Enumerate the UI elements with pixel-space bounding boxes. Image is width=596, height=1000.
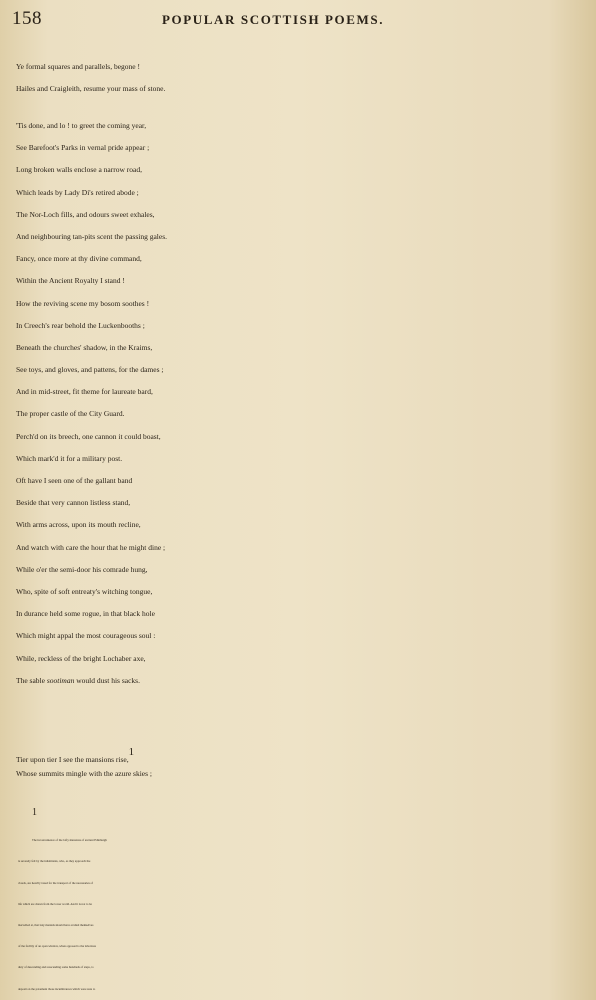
poem-line: While o'er the semi-door his comrade hung, bbox=[16, 564, 148, 574]
footnote-line: deposit on the pavement those incumbrances which were sure to bbox=[18, 986, 96, 991]
poem-line: In Creech's rear behold the Luckenbooths ; bbox=[16, 320, 145, 330]
poem-line: Which might appal the most courageous soul : bbox=[16, 631, 156, 641]
stanza-1 bbox=[16, 56, 588, 100]
poem-line: Oft have I seen one of the gallant band bbox=[16, 476, 133, 485]
stanza-2 bbox=[16, 115, 588, 692]
poem-line: With arms across, upon its mouth recline, bbox=[16, 520, 141, 530]
footnote bbox=[18, 802, 580, 1000]
footnote-line: of the facility of an open window, when opposed to the laborious bbox=[18, 944, 96, 949]
footnote-line: is severely felt by the inhabitants, who, as they approach the bbox=[18, 859, 91, 864]
poem-line-sootiman bbox=[16, 670, 588, 692]
poem-line: See Barefoot's Parks in vernal pride appear ; bbox=[16, 143, 150, 153]
poem-line: Which leads by Lady Di's retired abode ; bbox=[16, 187, 139, 197]
poem-line: Perch'd on its breech, one cannon it could boast, bbox=[16, 431, 161, 441]
page-header bbox=[12, 8, 584, 32]
line-text: would dust his sacks. bbox=[74, 675, 140, 685]
poem-line: Hailes and Craigleith, resume your mass of stone. bbox=[16, 84, 166, 94]
footnote-line: clouds, are heavily taxed for the transport of the necessaries of bbox=[18, 880, 94, 885]
line-text: Tier upon tier I see the mansions rise, bbox=[16, 755, 129, 764]
footnote-text: The inconvenience of the lofty mansions of ancient Edinburgh bbox=[32, 838, 107, 843]
line-text: The sable bbox=[16, 675, 47, 685]
footnote-line: duty of descending and reascending some hundreds of steps, to bbox=[18, 965, 94, 970]
poem-line: Within the Ancient Royalty I stand ! bbox=[16, 276, 125, 286]
footnote-mark: 1 bbox=[32, 807, 37, 818]
footnote-line: life which are drawn from the lower world. And it is not to be bbox=[18, 901, 92, 906]
poem-line: 'Tis done, and lo ! to greet the coming year, bbox=[16, 121, 147, 130]
poem-line: Ye formal squares and parallels, begone ! bbox=[16, 62, 140, 71]
poem-line bbox=[16, 741, 588, 763]
poem-line: How the reviving scene my bosom soothes ! bbox=[16, 298, 150, 308]
footnote-line bbox=[18, 802, 580, 851]
poem-line: And in mid-street, fit theme for laureate bard, bbox=[16, 387, 153, 397]
poem-line: Who, spite of soft entreaty's witching tongue, bbox=[16, 586, 153, 596]
poem-line: See toys, and gloves, and pattens, for the dames ; bbox=[16, 365, 164, 375]
poem-line: Beneath the churches' shadow, in the Kraims, bbox=[16, 342, 153, 352]
poem-line: While, reckless of the bright Lochaber axe, bbox=[16, 653, 146, 663]
running-head: POPULAR SCOTTISH POEMS. bbox=[162, 12, 385, 27]
page-number: 158 bbox=[12, 8, 42, 29]
stanza-3 bbox=[16, 741, 588, 785]
poem-line: Fancy, once more at thy divine command, bbox=[16, 254, 142, 264]
poem-line: Whose summits mingle with the azure skies ; bbox=[16, 769, 153, 779]
poem-line: The proper castle of the City Guard. bbox=[16, 409, 125, 419]
poem-line: And watch with care the hour that he might dine ; bbox=[16, 542, 166, 552]
poem-line: The Nor-Loch fills, and odours sweet exhales, bbox=[16, 209, 155, 219]
footnote-reference: 1 bbox=[128, 746, 135, 758]
italic-word: sootiman bbox=[46, 675, 75, 685]
poem-line: Beside that very cannon listless stand, bbox=[16, 498, 131, 508]
poem-line: Which mark'd it for a military post. bbox=[16, 453, 123, 463]
poem-line: And neighbouring tan-pits scent the passing gales. bbox=[16, 231, 168, 241]
poem-line: Long broken walls enclose a narrow road, bbox=[16, 165, 142, 175]
poem-line: In durance held some rogue, in that black hole bbox=[16, 609, 155, 619]
footnote-line: marvelled at, that lazy menials should have availed themselves bbox=[18, 923, 94, 928]
